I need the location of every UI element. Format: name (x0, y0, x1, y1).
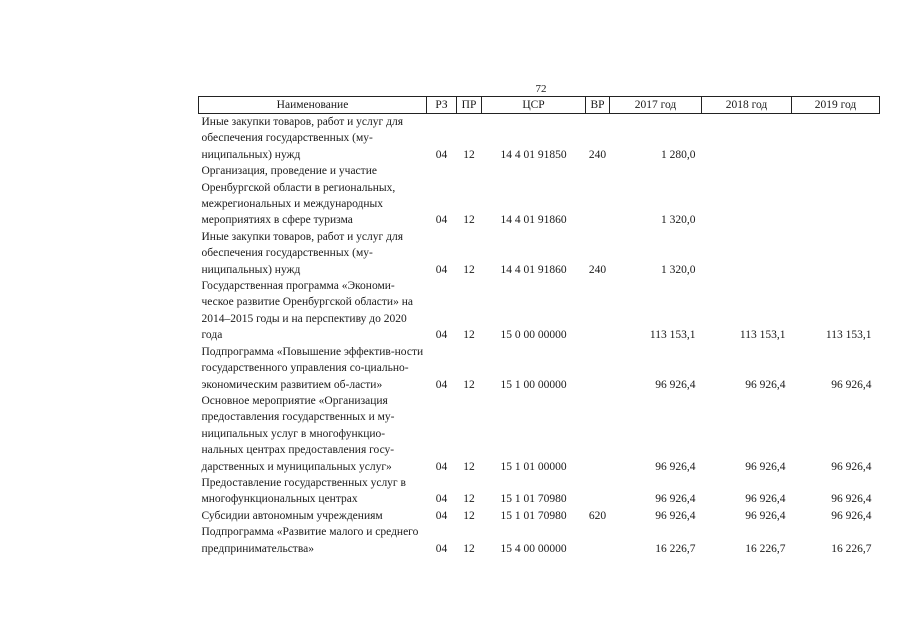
row-name: Подпрограмма «Повышение эффектив-ности государственного управления со-циально-экономическим развитием об-ласти» (201, 345, 424, 391)
row-2018: 96 926,4 (745, 460, 786, 473)
table-row (199, 163, 880, 229)
row-2019: 96 926,4 (831, 460, 872, 473)
row-2017: 1 280,0 (661, 148, 696, 161)
header-vr: ВР (586, 97, 610, 114)
row-2019: 96 926,4 (831, 509, 872, 522)
row-2019 (792, 114, 880, 164)
row-vr: 240 (588, 263, 607, 276)
row-csr: 15 1 00 00000 (500, 378, 567, 391)
row-csr: 14 4 01 91860 (500, 214, 567, 227)
row-csr: 15 1 01 70980 (500, 509, 567, 522)
budget-table (198, 96, 880, 557)
row-name: Иные закупки товаров, работ и услуг для обеспечения государственных (му-ниципальных) нужд (201, 230, 403, 276)
row-name: Основное мероприятие «Организация предоставления государственных и му-ниципальных услуг в многофункцио-нальных центрах предоставления госу-дарственных и муниципальных услуг» (201, 394, 395, 473)
row-2017: 96 926,4 (655, 493, 696, 506)
table-row (199, 524, 880, 557)
table-row (199, 229, 880, 278)
row-2017: 96 926,4 (655, 460, 696, 473)
row-rz: 04 (435, 329, 448, 342)
row-name: Иные закупки товаров, работ и услуг для обеспечения государственных (му-ниципальных) нужд (201, 116, 403, 161)
row-csr: 14 4 01 91850 (500, 148, 567, 161)
table-row (199, 114, 880, 164)
row-vr (586, 278, 610, 344)
header-2018: 2018 год (702, 97, 792, 114)
row-rz: 04 (435, 509, 448, 522)
header-2019: 2019 год (792, 97, 880, 114)
row-vr (586, 163, 610, 229)
table-row (199, 344, 880, 393)
row-2017: 1 320,0 (661, 214, 696, 227)
row-pr: 12 (463, 148, 475, 161)
row-2018 (702, 163, 792, 229)
header-2017: 2017 год (610, 97, 702, 114)
header-csr: ЦСР (482, 97, 586, 114)
row-2019: 96 926,4 (831, 493, 872, 506)
row-2018: 96 926,4 (745, 509, 786, 522)
row-2018: 16 226,7 (745, 542, 786, 555)
row-2017: 16 226,7 (655, 542, 696, 555)
row-csr: 15 0 00 00000 (500, 329, 567, 342)
row-name: Организация, проведение и участие Оренбургской области в региональных, межрегиональных и международных мероприятиях в сфере туризма (201, 165, 396, 227)
table-header-row (199, 97, 880, 114)
row-name: Предоставление государственных услуг в многофункциональных центрах (201, 476, 406, 506)
row-vr (586, 524, 610, 557)
row-rz: 04 (435, 493, 448, 506)
row-pr: 12 (463, 378, 475, 391)
row-2018: 113 153,1 (739, 329, 786, 342)
row-csr: 15 1 01 00000 (500, 460, 567, 473)
row-rz: 04 (435, 263, 448, 276)
row-2018: 96 926,4 (745, 493, 786, 506)
row-2017: 96 926,4 (655, 509, 696, 522)
row-2019 (792, 163, 880, 229)
row-vr: 240 (588, 148, 607, 161)
row-pr: 12 (463, 542, 475, 555)
row-name: Подпрограмма «Развитие малого и среднего предпринимательства» (201, 526, 419, 555)
page-number: 72 (535, 83, 547, 95)
row-2019: 16 226,7 (831, 542, 872, 555)
row-vr (586, 393, 610, 475)
row-vr (586, 475, 610, 508)
row-rz: 04 (435, 378, 448, 391)
row-pr: 12 (463, 263, 475, 276)
row-rz: 04 (435, 460, 448, 473)
row-2018: 96 926,4 (745, 378, 786, 391)
row-2019: 96 926,4 (831, 378, 872, 391)
row-csr: 15 1 01 70980 (500, 493, 567, 506)
row-vr (586, 344, 610, 393)
row-pr: 12 (463, 460, 475, 473)
row-csr: 14 4 01 91860 (500, 263, 567, 276)
table-row (199, 508, 880, 524)
row-pr: 12 (463, 493, 475, 506)
row-2017: 1 320,0 (661, 263, 696, 276)
header-name: Наименование (199, 97, 427, 114)
row-csr: 15 4 00 00000 (500, 542, 567, 555)
row-pr: 12 (463, 214, 475, 227)
row-rz: 04 (435, 148, 448, 161)
row-2019: 113 153,1 (825, 329, 872, 342)
row-vr: 620 (588, 509, 607, 522)
table-row (199, 278, 880, 344)
row-2019 (792, 229, 880, 278)
header-pr: ПР (457, 97, 482, 114)
table-row (199, 475, 880, 508)
row-pr: 12 (463, 329, 475, 342)
row-2017: 113 153,1 (649, 329, 696, 342)
row-pr: 12 (463, 509, 475, 522)
row-name: Государственная программа «Экономи-ческое развитие Оренбургской области» на 2014–2015 годы и на перспективу до 2020 года (201, 280, 413, 342)
row-rz: 04 (435, 542, 448, 555)
row-2018 (702, 114, 792, 164)
table-row (199, 393, 880, 475)
header-rz: РЗ (427, 97, 457, 114)
row-2017: 96 926,4 (655, 378, 696, 391)
row-rz: 04 (435, 214, 448, 227)
row-name: Субсидии автономным учреждениям (201, 509, 383, 522)
row-2018 (702, 229, 792, 278)
